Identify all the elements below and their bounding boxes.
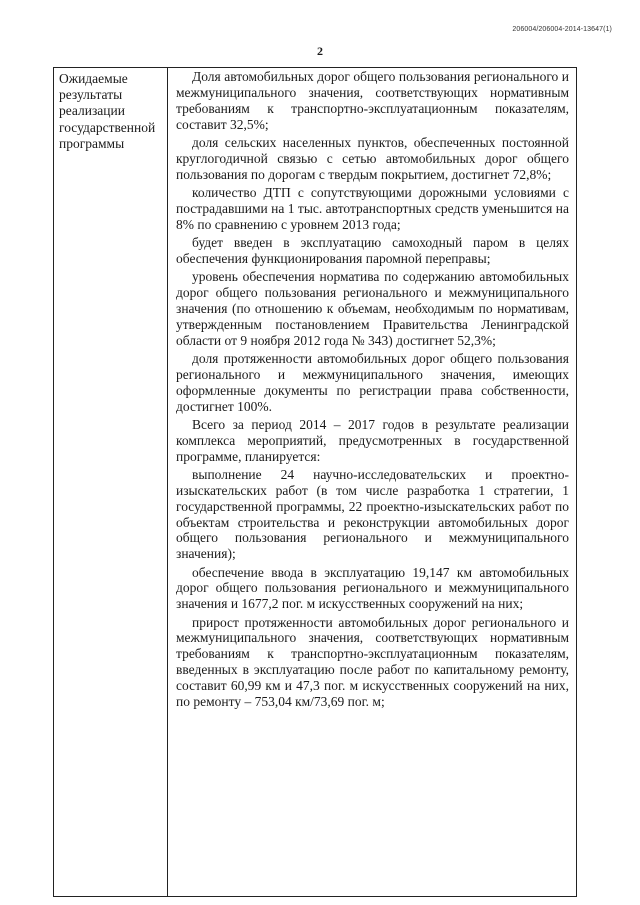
section-content-cell — [168, 68, 576, 896]
paragraph-roads-share: Доля автомобильных дорог общего пользования регионального и межмуниципального значения, соответствующих нормативным требованиям к транспортно-эксплуатационным показателям, составит 32,5%; — [176, 69, 569, 132]
document-reference-number: 206004/206004-2014-13647(1) — [512, 26, 612, 33]
paragraph-ownership-registration: доля протяженности автомобильных дорог общего пользования регионального и межмуниципального значения, имеющих оформленные документы по регистрации права собственности, достигнет 100%. — [176, 350, 569, 414]
section-label-cell: Ожидаемые результаты реализации государственной программы — [54, 68, 168, 896]
paragraph-rural-connectivity: доля сельских населенных пунктов, обеспеченных постоянной круглогодичной связью с сетью автомобильных дорог общего пользования по дорогам с твердым покрытием, достигнет 72,8%; — [176, 134, 569, 182]
paragraph-commissioning: обеспечение ввода в эксплуатацию 19,147 км автомобильных дорог общего пользования регионального и межмуниципального значения и 1677,2 пог. м искусственных сооружений на них; — [176, 564, 569, 612]
results-table — [53, 67, 577, 897]
paragraph-accidents: количество ДТП с сопутствующими дорожными условиями с пострадавшими на 1 тыс. автотранспортных средств уменьшится на 8% по сравнению с уровнем 2013 года; — [176, 184, 569, 232]
paragraph-research-works: выполнение 24 научно-исследовательских и проектно-изыскательских работ (в том числе разработка 1 стратегии, 1 государственной программы, 22 проектно-изыскательских работ по объектам строительства и реконструкции автомобильных дорог общего пользования регионального и межмуниципального значения); — [176, 466, 569, 562]
page-number: 2 — [317, 44, 323, 58]
paragraph-maintenance-level: уровень обеспечения норматива по содержанию автомобильных дорог общего пользования регионального и межмуниципального значения (по отношению к объемам, необходимым по нормативам, утвержденным постановлением Правительства Ленинградской области от 9 ноября 2012 года № 343) достигнет 52,3%; — [176, 269, 569, 348]
paragraph-period-summary: Всего за период 2014 – 2017 годов в результате реализации комплекса мероприятий, предусмотренных в государственной программе, планируется: — [176, 416, 569, 464]
paragraph-length-growth: прирост протяженности автомобильных дорог регионального и межмуниципального значения, соответствующих нормативным требованиям к транспортно-эксплуатационным показателям, введенных в эксплуатацию после работ по капитальному ремонту, составит 60,99 км и 47,3 пог. м искусственных сооружений на них, по ремонту – 753,04 км/73,69 пог. м; — [176, 614, 569, 710]
paragraph-ferry: будет введен в эксплуатацию самоходный паром в целях обеспечения функционирования паромной переправы; — [176, 234, 569, 266]
